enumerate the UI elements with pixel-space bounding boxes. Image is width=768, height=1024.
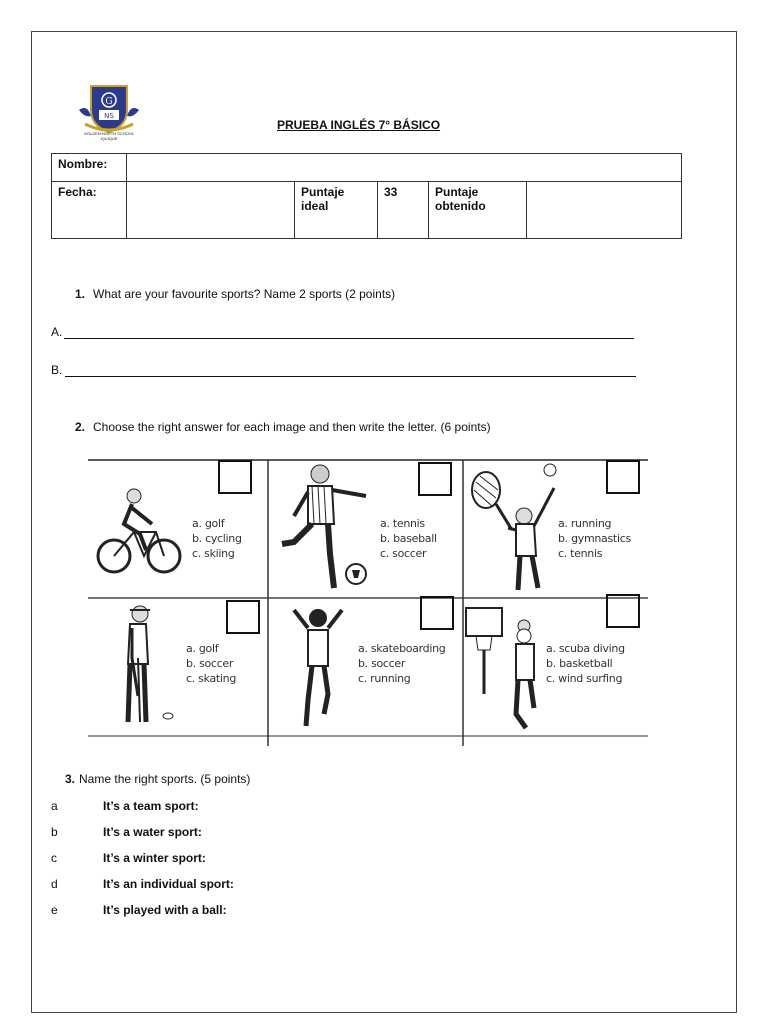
option: c. skating [186, 672, 237, 685]
ideal-score-label: Puntaje ideal [295, 182, 378, 239]
option: b. soccer [358, 657, 406, 670]
answer-box-2[interactable] [418, 462, 452, 496]
q3-item-letter: a [51, 799, 58, 813]
q3-item-letter: e [51, 903, 58, 917]
option: a. scuba diving [546, 642, 625, 655]
answer-a-label: A. [51, 325, 63, 339]
student-info-table [51, 153, 682, 239]
answer-b-label: B. [51, 363, 63, 377]
option: a. golf [186, 642, 219, 655]
question-1-text: What are your favourite sports? Name 2 sports (2 points) [93, 287, 396, 301]
option: b. baseball [380, 532, 437, 545]
basketball-player-icon [464, 604, 544, 730]
date-field[interactable] [127, 182, 295, 239]
question-3-text: Name the right sports. (5 points) [79, 772, 251, 786]
option: c. tennis [558, 547, 603, 560]
option: b. cycling [192, 532, 242, 545]
question-3 [65, 772, 250, 786]
svg-text:NS: NS [104, 112, 114, 120]
option: c. running [358, 672, 411, 685]
question-1 [75, 287, 395, 301]
answer-line-b[interactable] [51, 363, 62, 377]
soccer-player-icon [278, 462, 370, 592]
options-cell-4 [186, 641, 236, 686]
answer-box-6[interactable] [606, 594, 640, 628]
cyclist-icon [94, 484, 184, 580]
option: a. skateboarding [358, 642, 446, 655]
question-3-number: 3. [65, 772, 76, 786]
option: b. gymnastics [558, 532, 631, 545]
runner-icon [288, 604, 348, 730]
options-cell-3 [558, 516, 631, 561]
option: b. soccer [186, 657, 234, 670]
obtained-score-label: Puntaje obtenido [429, 182, 527, 239]
svg-text:G: G [105, 97, 113, 107]
options-cell-5 [358, 641, 445, 686]
name-label: Nombre: [52, 154, 127, 182]
option: a. running [558, 517, 612, 530]
page-title: PRUEBA INGLÉS 7° BÁSICO [277, 118, 441, 132]
date-label: Fecha: [52, 182, 127, 239]
answer-box-1[interactable] [218, 460, 252, 494]
option: a. golf [192, 517, 225, 530]
sports-image-grid [88, 458, 648, 746]
question-1-number: 1. [75, 287, 86, 301]
q3-item-text: It’s an individual sport: [103, 877, 234, 891]
answer-box-5[interactable] [420, 596, 454, 630]
q3-item-text: It’s a water sport: [103, 825, 202, 839]
question-2-text: Choose the right answer for each image and then write the letter. (6 points) [93, 420, 491, 434]
answer-box-3[interactable] [606, 460, 640, 494]
q3-item-text: It’s a team sport: [103, 799, 199, 813]
name-field[interactable] [127, 154, 682, 182]
question-2 [75, 420, 491, 434]
option: a. tennis [380, 517, 425, 530]
q3-item-letter: b [51, 825, 58, 839]
ideal-score-value: 33 [378, 182, 429, 239]
question-2-number: 2. [75, 420, 86, 434]
options-cell-1 [192, 516, 242, 561]
option: b. basketball [546, 657, 613, 670]
option: c. soccer [380, 547, 427, 560]
golfer-icon [102, 604, 182, 732]
q3-item-text: It’s played with a ball: [103, 903, 227, 917]
answer-line-a[interactable] [51, 325, 62, 339]
answer-box-4[interactable] [226, 600, 260, 634]
q3-item-letter: c [51, 851, 57, 865]
options-cell-2 [380, 516, 437, 561]
tennis-player-icon [468, 460, 560, 596]
q3-item-text: It’s a winter sport: [103, 851, 206, 865]
q3-item-letter: d [51, 877, 58, 891]
obtained-score-field[interactable] [527, 182, 682, 239]
options-cell-6 [546, 641, 625, 686]
school-name: GOLDEN NORTH SCHOOL IQUIQUE [83, 131, 135, 141]
option: c. skiing [192, 547, 235, 560]
option: c. wind surfing [546, 672, 623, 685]
